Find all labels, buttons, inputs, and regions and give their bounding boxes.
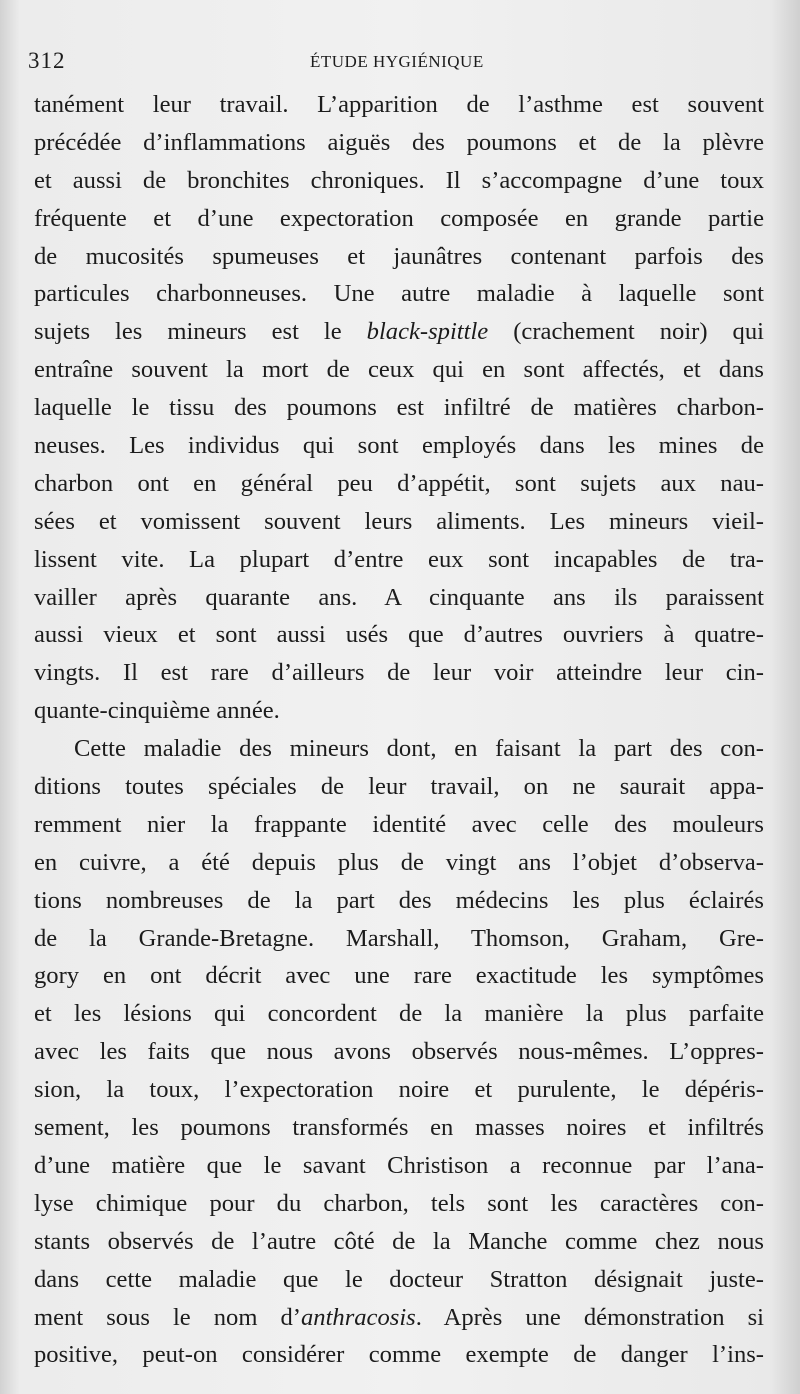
- text-line: avec les faits que nous avons observés nous-mêmes. L’oppres-: [34, 1038, 764, 1066]
- italic-term-anthracosis: anthracosis: [300, 1303, 416, 1331]
- text-line: positive, peut-on considérer comme exempte de danger l’ins-: [34, 1341, 764, 1369]
- text-line: remment nier la frappante identité avec celle des mouleurs: [34, 810, 764, 838]
- text-line: charbon ont en général peu d’appétit, sont sujets aux nau-: [34, 469, 764, 497]
- text-line: tanément leur travail. L’apparition de l’asthme est souvent: [34, 91, 764, 118]
- text-line: Cette maladie des mineurs dont, en faisant la part des con-: [74, 735, 764, 763]
- text-line: et aussi de bronchites chroniques. Il s’accompagne d’une toux: [34, 166, 764, 194]
- text-line: [34, 1299, 764, 1337]
- page-number: 312: [28, 48, 66, 73]
- page-header: [28, 44, 758, 80]
- italic-term-black-spittle: black-spittle: [366, 318, 489, 346]
- text-run: sujets les mineurs est le: [34, 318, 367, 346]
- text-line: tions nombreuses de la part des médecins les plus éclairés: [34, 886, 764, 914]
- text-line: d’une matière que le savant Christison a reconnue par l’ana-: [34, 1151, 764, 1179]
- text-line: gory en ont décrit avec une rare exactitude les symptômes: [34, 962, 764, 990]
- body-text: [34, 86, 764, 1374]
- text-line: de la Grande-Bretagne. Marshall, Thomson, Graham, Gre-: [34, 924, 764, 952]
- text-line: neuses. Les individus qui sont employés dans les mines de: [34, 432, 764, 460]
- text-line: ditions toutes spéciales de leur travail, on ne saurait appa-: [34, 773, 764, 801]
- text-run: . Après une démonstration si: [415, 1303, 764, 1331]
- running-head: ÉTUDE HYGIÉNIQUE: [310, 52, 484, 71]
- text-run: ment sous le nom d’: [34, 1303, 301, 1331]
- text-line: stants observés de l’autre côté de la Manche comme chez nous: [34, 1227, 764, 1255]
- text-line: et les lésions qui concordent de la manière la plus parfaite: [34, 1000, 764, 1028]
- text-line: en cuivre, a été depuis plus de vingt ans l’objet d’observa-: [34, 848, 764, 876]
- text-line: de mucosités spumeuses et jaunâtres contenant parfois des: [34, 242, 764, 270]
- text-run: (crachement noir) qui: [488, 318, 764, 346]
- text-line: fréquente et d’une expectoration composée en grande partie: [34, 204, 764, 232]
- text-line: sement, les poumons transformés en masses noires et infiltrés: [34, 1114, 764, 1142]
- text-line: vailler après quarante ans. A cinquante ans ils paraissent: [34, 583, 764, 611]
- text-line: laquelle le tissu des poumons est infiltré de matières charbon-: [34, 394, 764, 422]
- text-line: quante-cinquième année.: [34, 697, 280, 725]
- text-line: lissent vite. La plupart d’entre eux sont incapables de tra-: [34, 545, 764, 573]
- text-line: aussi vieux et sont aussi usés que d’autres ouvriers à quatre-: [34, 621, 764, 649]
- paragraph-asthma-mineurs: [34, 86, 764, 730]
- text-line: vingts. Il est rare d’ailleurs de leur voir atteindre leur cin-: [34, 659, 764, 687]
- text-line: sion, la toux, l’expectoration noire et purulente, le dépéris-: [34, 1076, 764, 1104]
- text-line: sées et vomissent souvent leurs aliments. Les mineurs vieil-: [34, 507, 764, 535]
- text-line: [34, 313, 764, 351]
- text-line: entraîne souvent la mort de ceux qui en sont affectés, et dans: [34, 356, 764, 384]
- text-line: lyse chimique pour du charbon, tels sont les caractères con-: [34, 1189, 764, 1217]
- text-line: particules charbonneuses. Une autre maladie à laquelle sont: [34, 280, 764, 308]
- text-line: précédée d’inflammations aiguës des poumons et de la plèvre: [34, 128, 764, 156]
- text-line: dans cette maladie que le docteur Stratton désignait juste-: [34, 1265, 764, 1293]
- paragraph-anthracosis: [34, 730, 764, 1374]
